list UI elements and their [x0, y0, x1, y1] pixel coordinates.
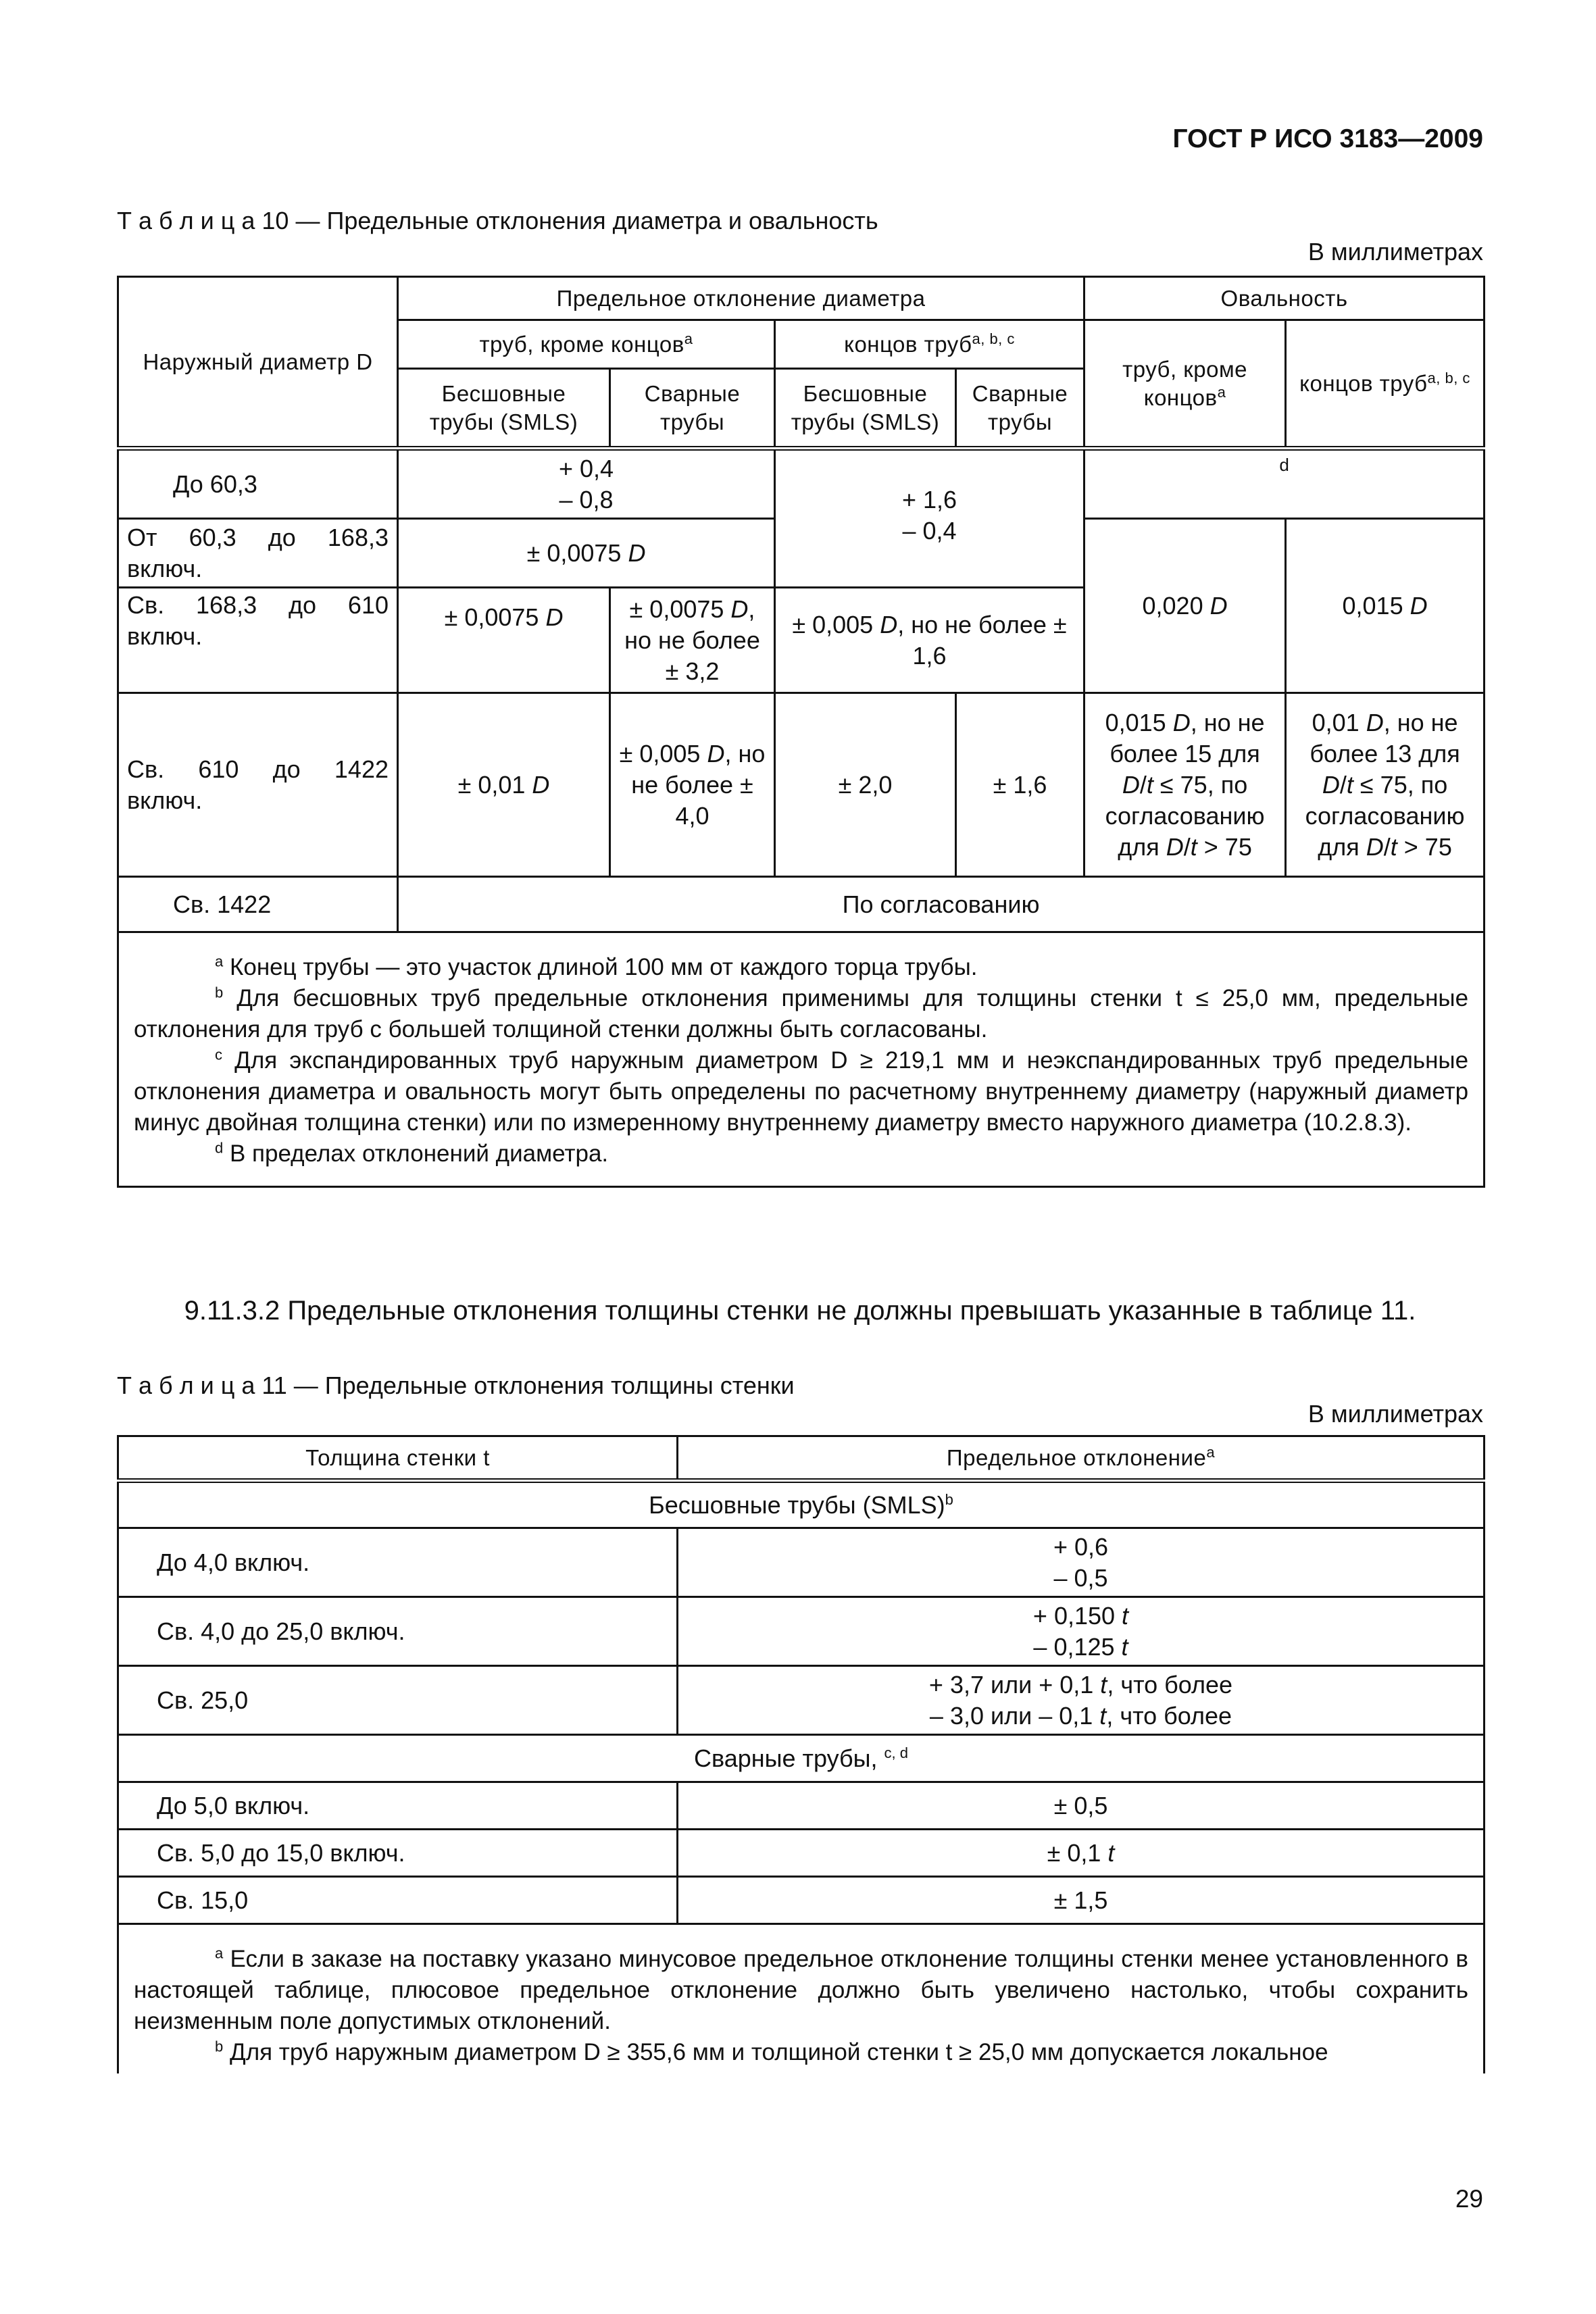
section-welded: Сварные трубы, $^{c, d}$	[118, 1735, 1485, 1782]
welded-row2-label: Св. 5,0 до 15,0 включ.	[118, 1830, 678, 1877]
th-ovality-except-ends: труб, кроме концов$^a$	[1084, 320, 1286, 449]
row4-ends-welded: ± 1,6	[956, 693, 1084, 877]
th-ends-welded: Сварные трубы	[956, 369, 1084, 449]
document-id: ГОСТ Р ИСО 3183—2009	[1172, 124, 1483, 153]
row3-ends: ± 0,005 D, но не более ± 1,6	[775, 588, 1084, 693]
section-seamless: Бесшовные трубы (SMLS)$^b$	[118, 1481, 1485, 1528]
th-outer-diameter: Наружный диаметр D	[118, 277, 398, 449]
th-welded: Сварные трубы	[610, 369, 775, 449]
row1-label: До 60,3	[118, 449, 398, 519]
smls-row2-value: + 0,150 t – 0,125 t	[678, 1597, 1485, 1666]
row3-seamless: ± 0,0075 D	[398, 588, 610, 693]
welded-row3-label: Св. 15,0	[118, 1877, 678, 1924]
smls-row1-value: + 0,6 – 0,5	[678, 1528, 1485, 1597]
row5-label: Св. 1422	[118, 877, 398, 932]
smls-row3-label: Св. 25,0	[118, 1666, 678, 1735]
table10-caption: Т а б л и ц а 10 — Предельные отклонения диаметра и овальность	[117, 207, 878, 234]
note-d: $^d$ В пределах отклонений диаметра.	[215, 1139, 609, 1167]
t11-note-b: $^b$ Для труб наружным диаметром D ≥ 355,6 мм и толщиной стенки t ≥ 25,0 мм допускается локальное	[215, 2038, 1328, 2065]
row23-ovality-ends: 0,015 D	[1286, 519, 1485, 693]
row4-ends-seamless: ± 2,0	[775, 693, 956, 877]
th-diameter-tolerance: Предельное отклонение диаметра	[398, 277, 1084, 320]
row1-ovality: d	[1084, 449, 1485, 519]
smls-row2-label: Св. 4,0 до 25,0 включ.	[118, 1597, 678, 1666]
note-a: $^a$ Конец трубы — это участок длиной 100 мм от каждого торца трубы.	[215, 953, 978, 980]
note-b: $^b$ Для бесшовных труб предельные отклонения применимы для толщины стенки t ≤ 25,0 мм, предельные отклонения для труб с большей толщиной стенки должны быть согласованы.	[134, 984, 1469, 1042]
welded-row3-value: ± 1,5	[678, 1877, 1485, 1924]
row4-seamless: ± 0,01 D	[398, 693, 610, 877]
note-c: $^c$ Для экспандированных труб наружным диаметром D ≥ 219,1 мм и неэкспандированных труб предельные отклонения диаметра и овальность могут быть определены по расчетному внутреннему диаметру (наружный диаметр минус двойная толщина стенки) или по измеренному внутреннему диаметру вместо наружного диаметра (10.2.8.3).	[134, 1046, 1469, 1136]
smls-row3-value: + 3,7 или + 0,1 t, что более – 3,0 или – 0,1 t, что более	[678, 1666, 1485, 1735]
table11-units: В миллиметрах	[1307, 1400, 1483, 1428]
t11-note-a: $^a$ Если в заказе на поставку указано минусовое предельное отклонение толщины стенки менее установленного в настоящей таблице, плюсовое предельное отклонение должно быть увеличено настолько, чтобы сохранить неизменным поле допустимых отклонений.	[134, 1944, 1468, 2034]
smls-row1-label: До 4,0 включ.	[118, 1528, 678, 1597]
table10-notes	[118, 932, 1485, 1187]
th-ovality: Овальность	[1084, 277, 1485, 320]
th-ovality-ends: концов труб$^{a, b, c}$	[1286, 320, 1485, 449]
table11-notes	[118, 1924, 1485, 2074]
row5-value: По согласованию	[398, 877, 1485, 932]
row4-label: Св. 610 до 1422 включ.	[118, 693, 398, 877]
row4-welded: ± 0,005 D, но не более ± 4,0	[610, 693, 775, 877]
welded-row2-value: ± 0,1 t	[678, 1830, 1485, 1877]
row1-body-tolerance: + 0,4 – 0,8	[398, 449, 775, 519]
th-pipe-except-ends: труб, кроме концов$^a$	[398, 320, 775, 369]
table-10	[117, 276, 1485, 1188]
welded-row1-value: ± 0,5	[678, 1782, 1485, 1830]
table11-caption: Т а б л и ц а 11 — Предельные отклонения толщины стенки	[117, 1372, 795, 1399]
th-seamless: Бесшовные трубы (SMLS)	[398, 369, 610, 449]
row23-ovality-body: 0,020 D	[1084, 519, 1286, 693]
th-ends-seamless: Бесшовные трубы (SMLS)	[775, 369, 956, 449]
table10-units: В миллиметрах	[1307, 238, 1483, 266]
row12-ends-tolerance: + 1,6 – 0,4	[775, 449, 1084, 588]
row2-label: От 60,3 до 168,3 включ.	[118, 519, 398, 588]
welded-row1-label: До 5,0 включ.	[118, 1782, 678, 1830]
row4-ovality-body: 0,015 D, но не более 15 для D/t ≤ 75, по согласованию для D/t > 75	[1084, 693, 1286, 877]
row3-label: Св. 168,3 до 610 включ.	[118, 588, 398, 693]
table-11	[117, 1435, 1485, 2073]
page-number: 29	[1455, 2185, 1483, 2213]
th-tolerance: Предельное отклонение$^a$	[678, 1436, 1485, 1481]
th-thickness: Толщина стенки t	[118, 1436, 678, 1481]
row4-ovality-ends: 0,01 D, но не более 13 для D/t ≤ 75, по согласованию для D/t > 75	[1286, 693, 1485, 877]
paragraph-9-11-3-2: 9.11.3.2 Предельные отклонения толщины стенки не должны превышать указанные в таблице 11.	[184, 1296, 1416, 1326]
row3-welded: ± 0,0075 D, но не более ± 3,2	[610, 588, 775, 693]
th-pipe-ends: концов труб$^{a, b, c}$	[775, 320, 1084, 369]
row2-body-tolerance: ± 0,0075 D	[398, 519, 775, 588]
